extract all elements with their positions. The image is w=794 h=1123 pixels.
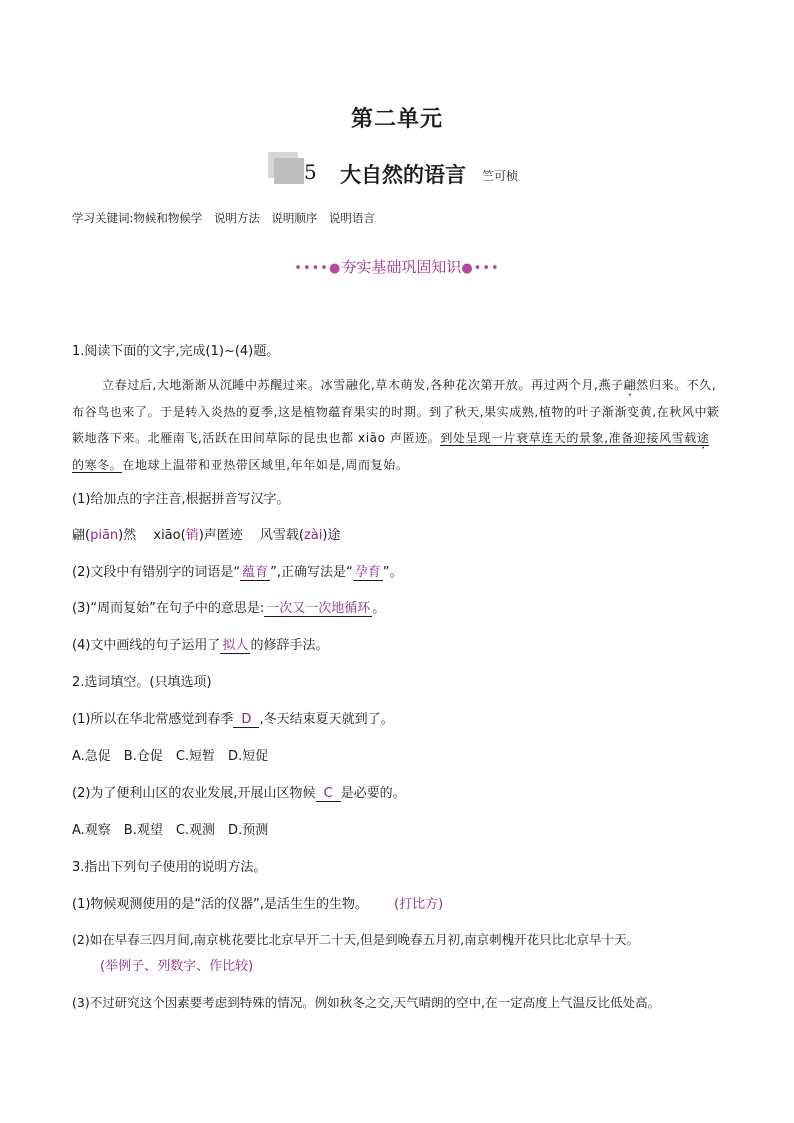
- q3-prompt: 3.指出下列句子使用的说明方法。: [72, 860, 267, 875]
- q3-sub3: (3)不过研究这个因素要考虑到特殊的情况。例如秋冬之交,天气晴朗的空中,在一定高度上气温反比低处高。: [72, 995, 661, 1010]
- lesson-author: 竺可桢: [482, 169, 519, 183]
- banner-dots-right: ●•••: [461, 261, 500, 276]
- banner-dots-left: ••••●: [294, 261, 342, 276]
- q3-sub1: (1)物候观测使用的是“活的仪器”,是活生生的生物。 (打比方): [72, 897, 444, 912]
- answer-q2-2: C: [316, 786, 341, 802]
- keywords: 学习关键词:物候和物候学 说明方法 说明顺序 说明语言: [72, 211, 375, 225]
- banner-text: 夯实基础巩固知识: [341, 258, 462, 276]
- answer-pian: piān: [90, 528, 119, 543]
- lesson-number: 5: [304, 160, 317, 184]
- passage-s2: 然归来。不久,布谷鸟也来了。于是转入炎热的夏季,这是植物蕴育果实的时期。到了秋天,果实成熟,植物的叶子渐渐变黄,在秋风中簌簌地落下来。北雁南飞,活跃在田间草际的昆虫也都 xiāo 声匿迹。: [72, 378, 720, 445]
- passage-s1: 立春过后,大地渐渐从沉睡中苏醒过来。冰雪融化,草木萌发,各种花次第开放。再过两个月,燕子: [102, 378, 624, 392]
- q2-sub1: (1)所以在华北常感觉到春季 D ,冬天结束夏天就到了。: [72, 712, 394, 727]
- passage-dot-char: 翩: [623, 378, 637, 392]
- passage-s3-end: 的寒冬。: [72, 458, 123, 472]
- lesson-decoration-icon: [268, 152, 304, 186]
- q1-sub2: (2)文段中有错别字的词语是“ 蕴育 ”,正确写法是“ 孕育 ”。: [72, 565, 403, 580]
- q2-prompt: 2.选词填空。(只填选项): [72, 675, 212, 690]
- passage-s3: 到处呈现一片衰草连天的景象,准备迎接风雪载: [440, 431, 697, 445]
- lesson-title: 大自然的语言: [340, 163, 466, 187]
- answer-rhetoric: 拟人: [222, 638, 249, 653]
- q2-sub2: (2)为了便利山区的农业发展,开展山区物候 C 是必要的。: [72, 786, 406, 801]
- q1-passage: [72, 372, 722, 478]
- q1-sub4: (4)文中画线的句子运用了 拟人 的修辞手法。: [72, 638, 329, 653]
- answer-correct-word: 孕育: [354, 565, 381, 580]
- answer-zai: zài: [303, 528, 323, 543]
- answer-q3-2: (举例子、列数字、作比较): [100, 959, 254, 974]
- answer-q2-1: D: [233, 712, 259, 728]
- section-banner: [0, 256, 794, 277]
- q3-sub2: (2)如在早春三四月间,南京桃花要比北京早开二十天,但是到晚春五月初,南京刺槐开花只比北京早十天。: [72, 932, 640, 947]
- passage-dot-char-2: 途: [696, 431, 710, 445]
- answer-meaning: 一次又一次地循环: [266, 601, 371, 616]
- q1-sub1-answers: 翩(piān)然 xiāo(销)声匿迹 风雪载(zài)途: [72, 528, 341, 543]
- q2-sub1-options: A.急促 B.仓促 C.短暂 D.短促: [72, 749, 269, 764]
- answer-wrong-word: 蕴育: [242, 565, 269, 580]
- q1-sub3: (3)“周而复始”在句子中的意思是: 一次又一次地循环 。: [72, 601, 386, 616]
- answer-xiao: 销: [185, 528, 199, 543]
- answer-q3-1: (打比方): [394, 897, 444, 912]
- q2-sub2-options: A.观察 B.观望 C.观测 D.预测: [72, 823, 269, 838]
- q1-sub1: (1)给加点的字注音,根据拼音写汉字。: [72, 492, 290, 507]
- passage-s4: 在地球上温带和亚热带区域里,年年如是,周而复始。: [122, 458, 409, 472]
- q1-prompt: 1.阅读下面的文字,完成(1)~(4)题。: [72, 344, 280, 359]
- unit-title: 第二单元: [350, 107, 443, 132]
